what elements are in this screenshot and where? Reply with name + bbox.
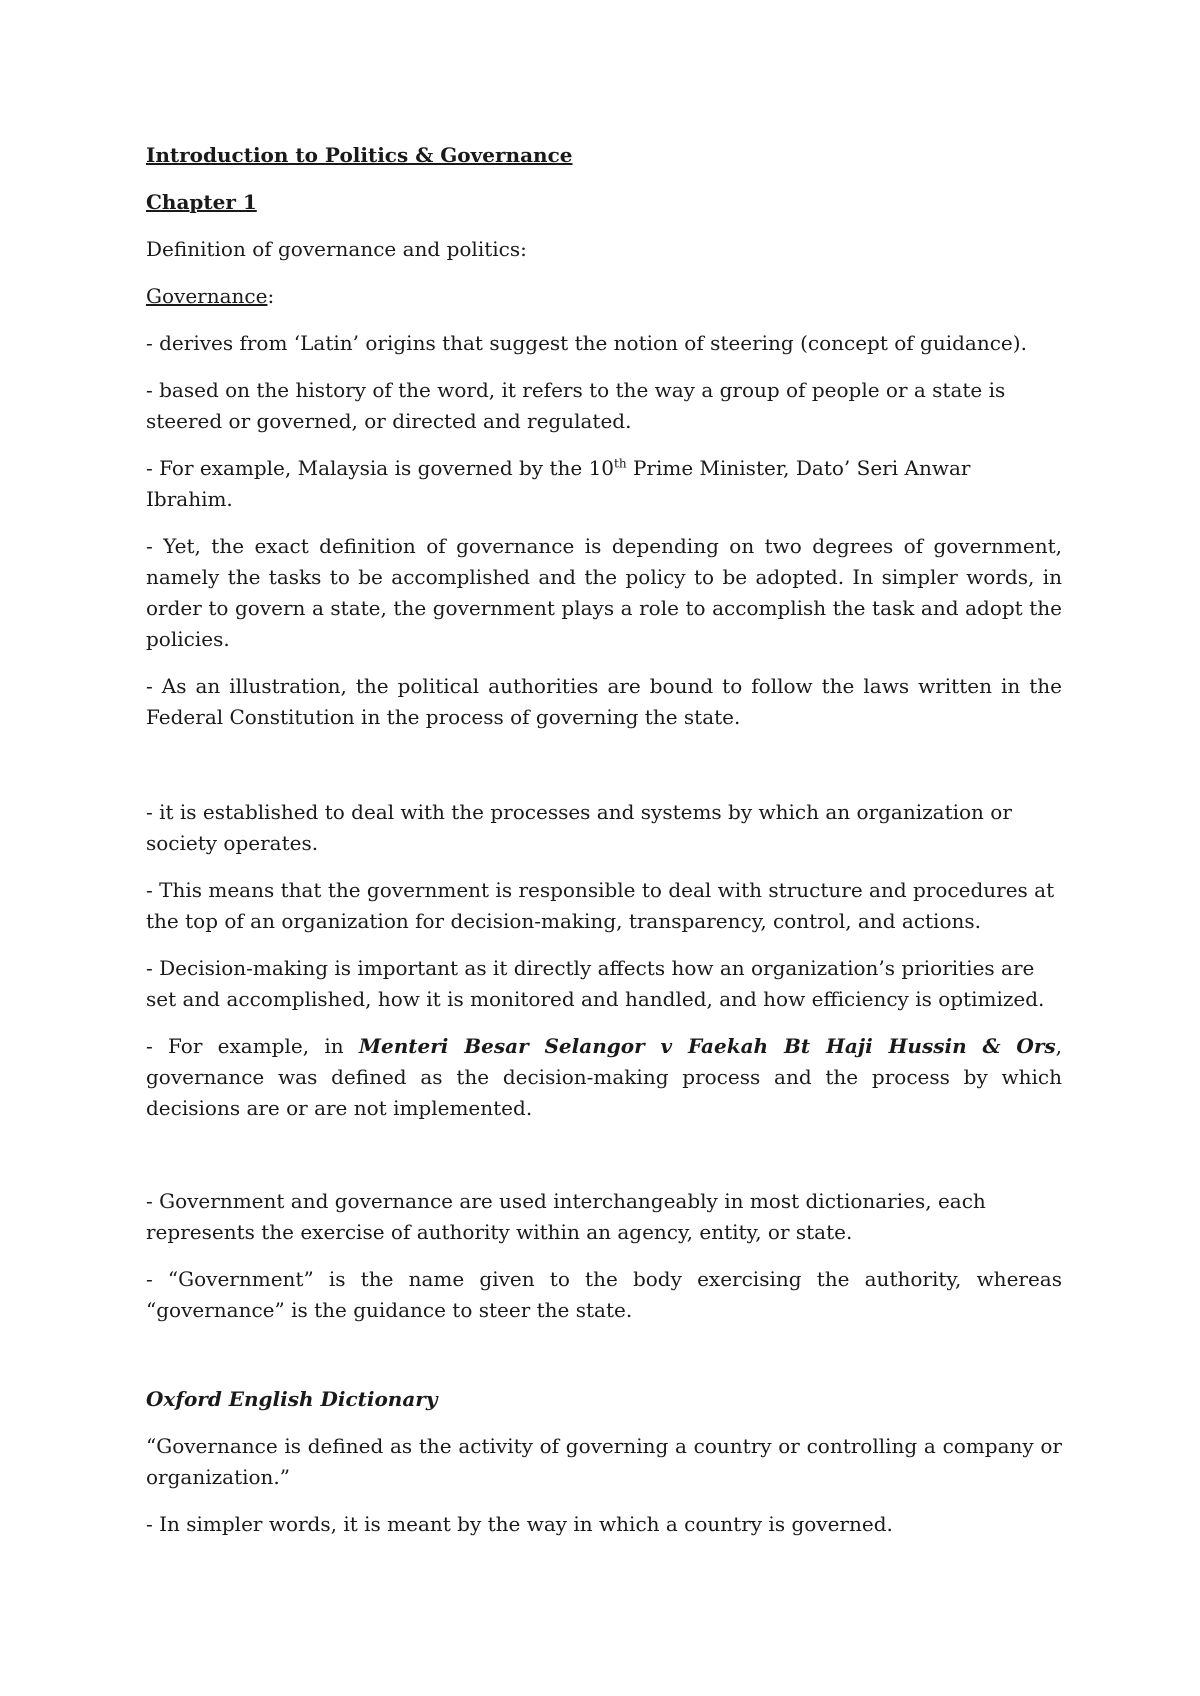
blank-spacer <box>146 749 1062 797</box>
definition-intro: Definition of governance and politics: <box>146 237 527 261</box>
paragraph-exact-definition: - Yet, the exact definition of governance is depending on two degrees of government, namely the tasks to be accomplished and the policy to be adopted. In simpler words, in order to govern a state, the government plays a role to accomplish the task and adopt the policies. <box>146 534 1062 651</box>
dictionary-heading: Oxford English Dictionary <box>146 1387 438 1411</box>
document-title: Introduction to Politics & Governance <box>146 143 573 167</box>
paragraph-government-vs-governance: - “Government” is the name given to the body exercising the authority, whereas “governance” is the guidance to steer the state. <box>146 1267 1062 1322</box>
dictionary-note: - In simpler words, it is meant by the way in which a country is governed. <box>146 1512 893 1536</box>
paragraph-case-example <box>146 1031 1062 1124</box>
chapter-heading: Chapter 1 <box>146 190 257 214</box>
paragraph-structure-procedures: - This means that the government is responsible to deal with structure and procedures at the top of an organization for decision-making, transparency, control, and actions. <box>146 878 1055 933</box>
case-example-end: , governance was defined as the decision-making process and the process by which decisions are or are not implemented. <box>146 1034 1062 1120</box>
paragraph-malaysia-example <box>146 453 1062 515</box>
paragraph-word-history: - based on the history of the word, it refers to the way a group of people or a state is steered or governed, or directed and regulated. <box>146 378 1006 433</box>
document-body <box>146 140 1062 1556</box>
paragraph-federal-constitution: - As an illustration, the political authorities are bound to follow the laws written in the Federal Constitution in the process of governing the state. <box>146 674 1062 729</box>
governance-label-colon: : <box>267 284 275 308</box>
governance-label-line <box>146 281 1062 312</box>
paragraph-decision-making: - Decision-making is important as it directly affects how an organization’s priorities are set and accomplished, how it is monitored and handled, and how efficiency is optimized. <box>146 956 1045 1011</box>
paragraph-processes-systems: - it is established to deal with the processes and systems by which an organization or society operates. <box>146 800 1012 855</box>
paragraph-interchangeable: - Government and governance are used interchangeably in most dictionaries, each represents the exercise of authority within an agency, entity, or state. <box>146 1189 986 1244</box>
dictionary-quote: “Governance is defined as the activity of governing a country or controlling a company or organization.” <box>146 1434 1062 1489</box>
blank-spacer <box>146 1140 1062 1186</box>
paragraph-malaysia-example-end: Prime Minister, Dato’ Seri Anwar Ibrahim. <box>146 456 971 511</box>
ordinal-superscript: th <box>614 456 627 471</box>
paragraph-malaysia-example-start: - For example, Malaysia is governed by the 10 <box>146 456 615 480</box>
paragraph-latin-origins: - derives from ‘Latin’ origins that suggest the notion of steering (concept of guidance). <box>146 331 1027 355</box>
blank-spacer <box>146 1342 1062 1384</box>
governance-label: Governance <box>146 284 268 308</box>
case-citation: Menteri Besar Selangor v Faekah Bt Haji Hussin & Ors <box>358 1034 1056 1058</box>
case-example-start: - For example, in <box>146 1034 359 1058</box>
